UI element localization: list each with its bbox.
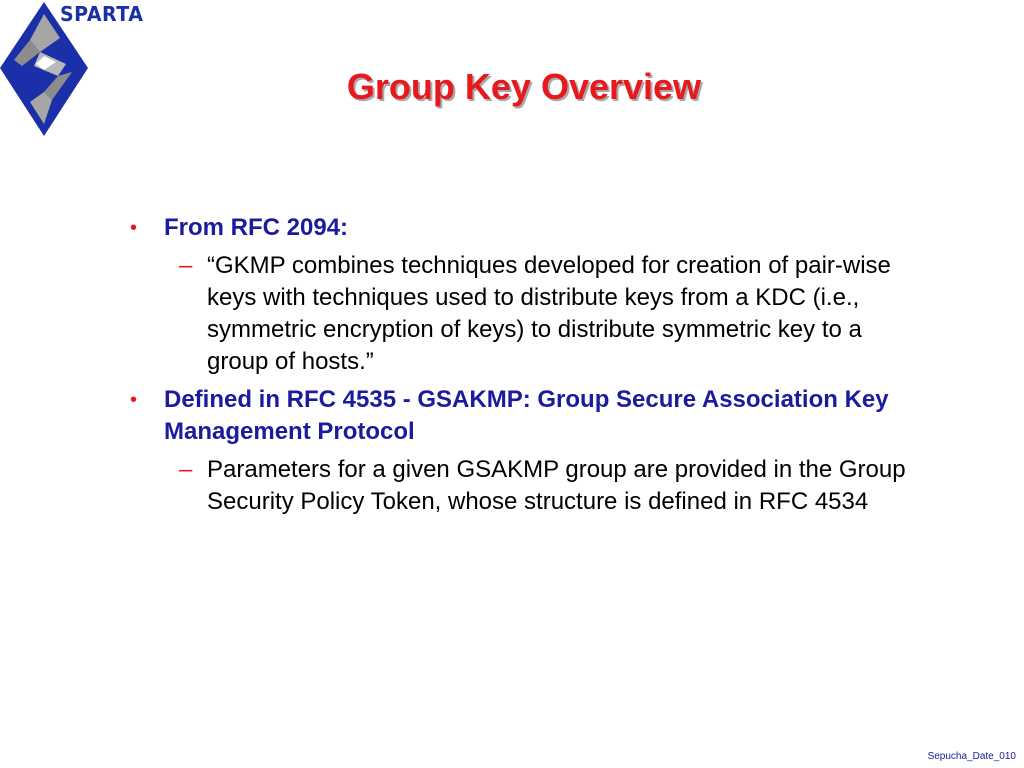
sub-item <box>164 454 917 518</box>
slide-content <box>127 212 917 524</box>
dash-marker: – <box>179 456 193 483</box>
bullet-marker: • <box>130 217 138 239</box>
slide-footer-id: Sepucha_Date_010 <box>927 751 1016 762</box>
logo-text: SPARTA <box>60 2 144 26</box>
bullet-marker: • <box>130 389 138 411</box>
bullet-item <box>127 212 917 244</box>
bullet-item <box>127 384 917 448</box>
sub-text: “GKMP combines techniques developed for creation of pair-wise keys with techniques used to distribute keys from a KDC (i.e., symmetric encryption of keys) to distribute symmetric key to a group of hosts.” <box>207 252 891 375</box>
sub-item <box>164 250 917 378</box>
sub-text: Parameters for a given GSAKMP group are provided in the Group Security Policy Token, whose structure is defined in RFC 4534 <box>207 456 906 515</box>
slide-title: Group Key Overview <box>346 66 702 107</box>
bullet-text: Defined in RFC 4535 - GSAKMP: Group Secure Association Key Management Protocol <box>164 386 889 445</box>
dash-marker: – <box>179 252 193 279</box>
bullet-text: From RFC 2094: <box>164 214 349 241</box>
